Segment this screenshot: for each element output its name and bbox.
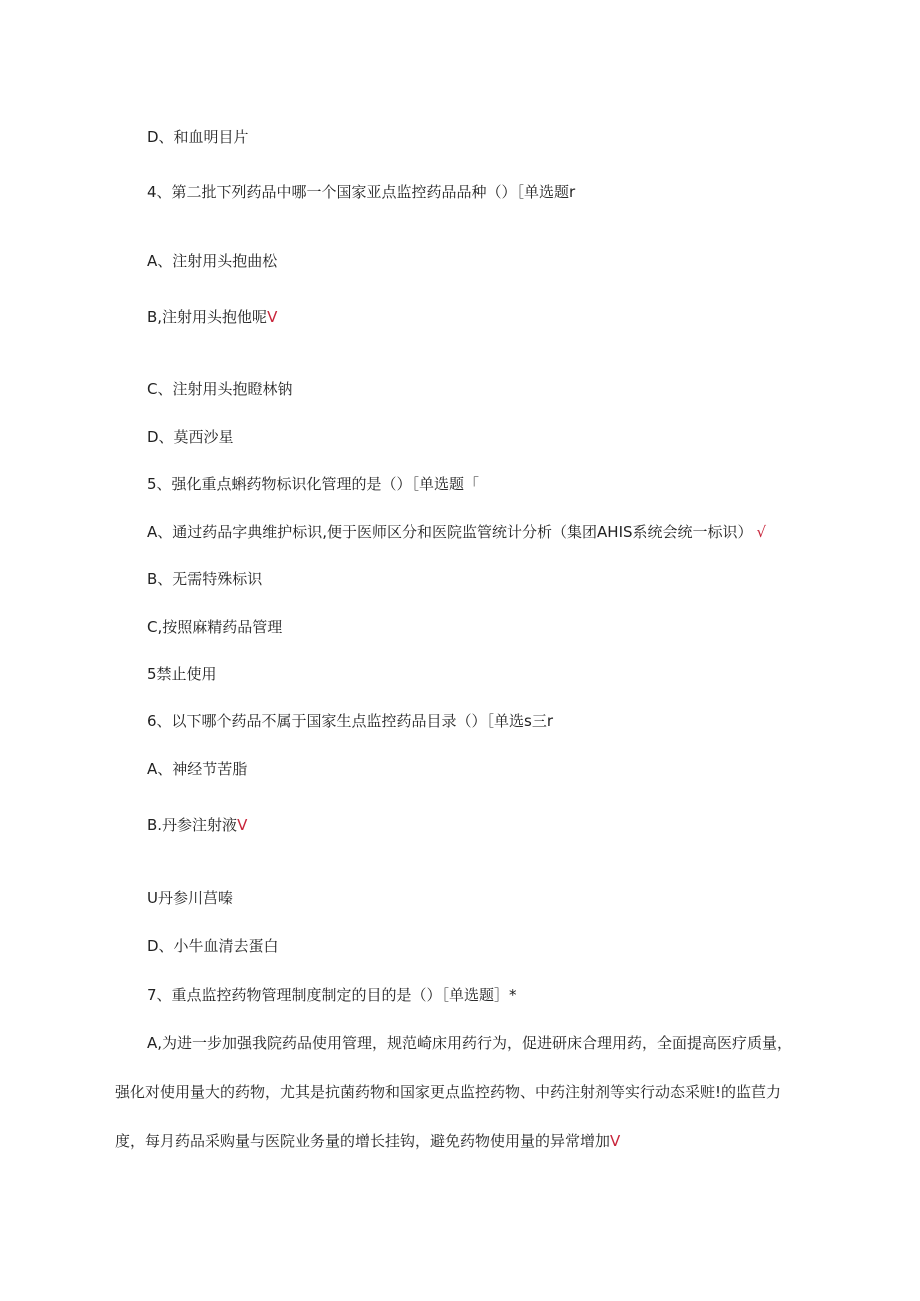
option-line xyxy=(115,1131,620,1151)
question-text: 4、第二批下列药品中哪一个国家亚点监控药品品种（）［单选题r xyxy=(147,183,576,201)
option-text: A、通过药品字典维护标识,便于医师区分和医院监管统计分析（集团AHIS系统会统一标识） xyxy=(147,523,753,541)
correct-check-mark: V xyxy=(267,308,278,326)
q5-option-d xyxy=(147,664,217,684)
option-text: U丹参川莒嗪 xyxy=(147,889,233,907)
correct-check-mark: V xyxy=(237,816,248,834)
option-text: C,按照麻精药品管理 xyxy=(147,618,283,636)
question-text: 5、强化重点蝌药物标识化管理的是（）［单选题「 xyxy=(147,475,480,493)
option-text: B.丹参注射液 xyxy=(147,816,238,834)
q4-option-b xyxy=(147,307,277,327)
option-line: 强化对使用量大的药物，尤其是抗菌药物和国家更点监控药物、中药注射剂等实行动态采赃!的监苣力 xyxy=(115,1083,782,1101)
q5-option-c xyxy=(147,617,282,637)
q7-question xyxy=(147,985,517,1005)
q5-question xyxy=(147,474,479,494)
q4-option-a xyxy=(147,251,277,271)
option-text: 5禁止使用 xyxy=(147,665,217,683)
q6-option-a xyxy=(147,759,247,779)
option-text: D、莫西沙星 xyxy=(147,428,234,446)
q3-option-d xyxy=(147,127,249,147)
q6-option-d xyxy=(147,936,279,956)
option-text: D、小牛血清去蛋白 xyxy=(147,937,279,955)
option-text: B,注射用头抱他呢 xyxy=(147,308,268,326)
q5-option-b xyxy=(147,569,262,589)
q5-option-a xyxy=(147,522,766,542)
q4-question xyxy=(147,182,575,202)
correct-check-mark: V xyxy=(610,1132,621,1150)
option-line: A,为进一步加强我院药品使用管理，规范崎床用药行为，促进研床合理用药，全面提高医疗质量， xyxy=(147,1034,793,1052)
q6-question xyxy=(147,711,553,731)
option-text: A、注射用头抱曲松 xyxy=(147,252,278,270)
option-text: D、和血明目片 xyxy=(147,128,249,146)
q6-option-c xyxy=(147,888,233,908)
option-text: A、神经节苦脂 xyxy=(147,760,248,778)
option-text: B、无需特殊标识 xyxy=(147,570,263,588)
option-text: C、注射用头抱瞪林钠 xyxy=(147,380,293,398)
question-text: 6、以下哪个药品不属于国家生点监控药品目录（）［单选s三r xyxy=(147,712,554,730)
q4-option-d xyxy=(147,427,234,447)
question-text: 7、重点监控药物管理制度制定的目的是（）［单选题］* xyxy=(147,986,517,1004)
q4-option-c xyxy=(147,379,292,399)
q6-option-b xyxy=(147,815,247,835)
correct-check-mark: √ xyxy=(756,523,767,541)
option-text: 度，每月药品采购量与医院业务量的增长挂钩，避免药物使用量的异常增加 xyxy=(115,1132,611,1150)
